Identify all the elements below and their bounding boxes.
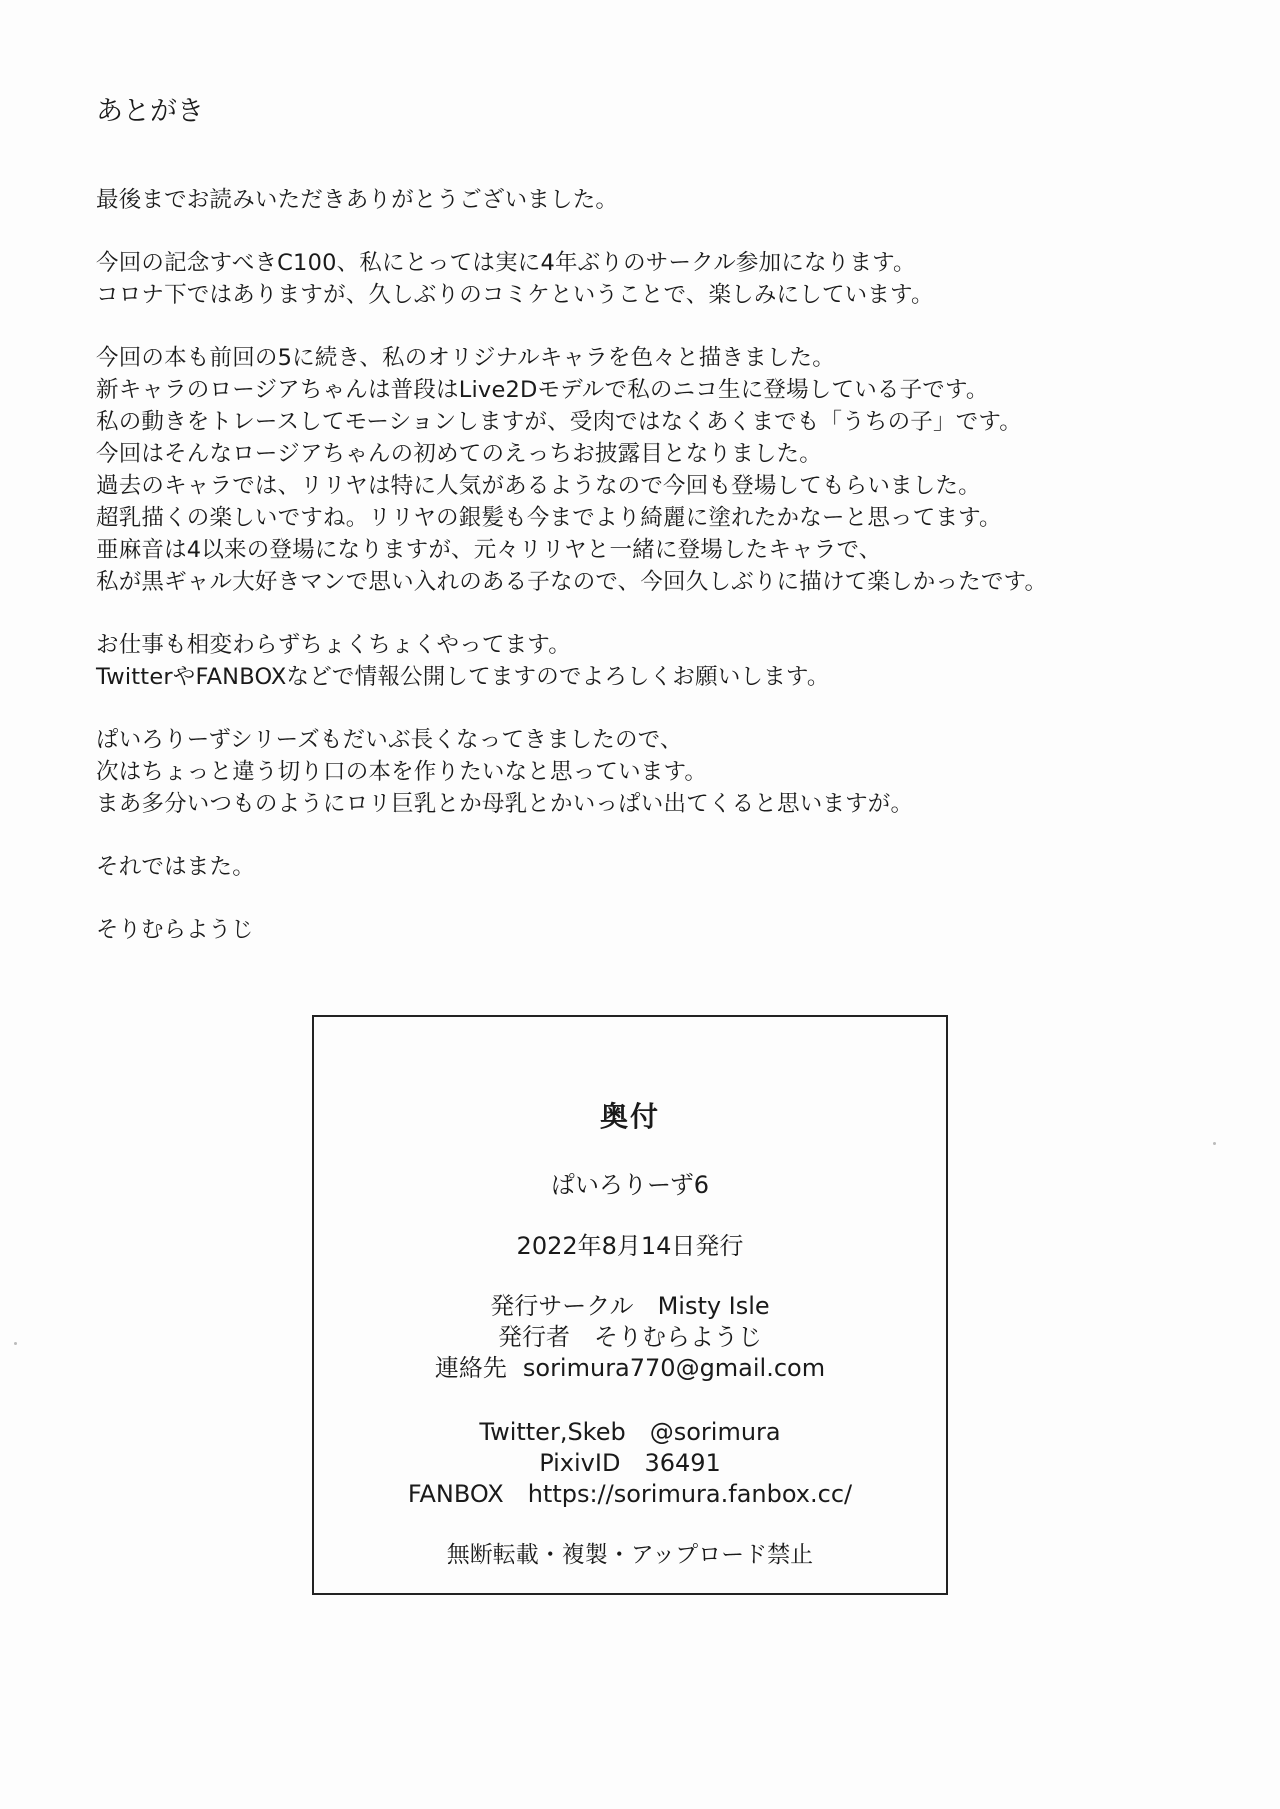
text-line: お仕事も相変わらずちょくちょくやってます。 xyxy=(96,632,571,658)
text-line: 超乳描くの楽しいですね。リリヤの銀髪も今までより綺麗に塗れたかなーと思ってます。 xyxy=(96,505,1002,531)
text-line: 今回の本も前回の5に続き、私のオリジナルキャラを色々と描きました。 xyxy=(96,345,835,371)
copyright-notice: 無断転載・複製・アップロード禁止 xyxy=(446,1542,814,1568)
text-line: まあ多分いつものようにロリ巨乳とか母乳とかいっぱい出てくると思いますが。 xyxy=(96,791,914,817)
text-line: 次はちょっと違う切り口の本を作りたいなと思っています。 xyxy=(96,759,708,785)
publisher-label: 発行者 xyxy=(498,1323,570,1351)
circle-row xyxy=(314,1291,946,1322)
social-info xyxy=(314,1417,946,1510)
pixiv-id: 36491 xyxy=(644,1449,721,1477)
contact-email: sorimura770@gmail.com xyxy=(522,1354,826,1382)
text-line: 私の動きをトレースしてモーションしますが、受肉ではなくあくまでも「うちの子」です。 xyxy=(96,409,1022,435)
scan-speck xyxy=(14,1342,17,1345)
text-line: 過去のキャラでは、リリヤは特に人気があるようなので今回も登場してもらいました。 xyxy=(96,473,981,499)
afterword-paragraph xyxy=(96,342,1216,598)
text-line: 今回の記念すべきC100、私にとっては実に4年ぶりのサークル参加になります。 xyxy=(96,250,916,276)
afterword-paragraph xyxy=(96,247,1216,311)
fanbox-url: https://sorimura.fanbox.cc/ xyxy=(527,1480,853,1508)
text-line: 今回はそんなロージアちゃんの初めてのえっちお披露目となりました。 xyxy=(96,441,822,467)
twitter-label: Twitter,Skeb xyxy=(479,1418,626,1446)
twitter-row xyxy=(314,1417,946,1448)
text-line: 私が黒ギャル大好きマンで思い入れのある子なので、今回久しぶりに描けて楽しかったです。 xyxy=(96,569,1048,595)
afterword-paragraph xyxy=(96,851,1216,883)
text-line: 新キャラのロージアちゃんは普段はLive2Dモデルで私のニコ生に登場している子です。 xyxy=(96,377,989,403)
twitter-handle: @sorimura xyxy=(649,1418,781,1446)
pixiv-row xyxy=(314,1448,946,1479)
text-line: それではまた。 xyxy=(96,854,255,880)
text-line: 最後までお読みいただきありがとうございました。 xyxy=(96,187,619,213)
fanbox-row xyxy=(314,1479,946,1510)
colophon-title: 奥付 xyxy=(599,1100,660,1133)
colophon-box xyxy=(312,1015,948,1595)
pixiv-label: PixivID xyxy=(539,1449,621,1477)
text-line: TwitterやFANBOXなどで情報公開してますのでよろしくお願いします。 xyxy=(96,664,830,690)
afterword-paragraph xyxy=(96,629,1216,693)
afterword-paragraph xyxy=(96,724,1216,820)
circle-value: Misty Isle xyxy=(657,1292,770,1320)
text-line: 亜麻音は4以来の登場になりますが、元々リリヤと一緒に登場したキャラで、 xyxy=(96,537,882,563)
text-line: コロナ下ではありますが、久しぶりのコミケということで、楽しみにしています。 xyxy=(96,282,934,308)
publisher-value: そりむらようじ xyxy=(594,1323,762,1351)
author-signature: そりむらようじ xyxy=(96,917,254,943)
afterword-section xyxy=(96,92,1216,946)
publisher-info xyxy=(314,1291,946,1384)
fanbox-label: FANBOX xyxy=(407,1480,504,1508)
contact-label: 連絡先 xyxy=(434,1354,507,1382)
circle-label: 発行サークル xyxy=(490,1292,634,1320)
afterword-heading: あとがき xyxy=(96,96,204,127)
contact-row xyxy=(314,1353,946,1384)
publication-date: 2022年8月14日発行 xyxy=(516,1232,744,1260)
afterword-paragraph xyxy=(96,184,1216,216)
text-line: ぱいろりーずシリーズもだいぶ長くなってきましたので、 xyxy=(96,727,683,753)
scan-speck xyxy=(1213,1142,1216,1145)
book-title: ぱいろりーず6 xyxy=(550,1171,710,1199)
publisher-row xyxy=(314,1322,946,1353)
